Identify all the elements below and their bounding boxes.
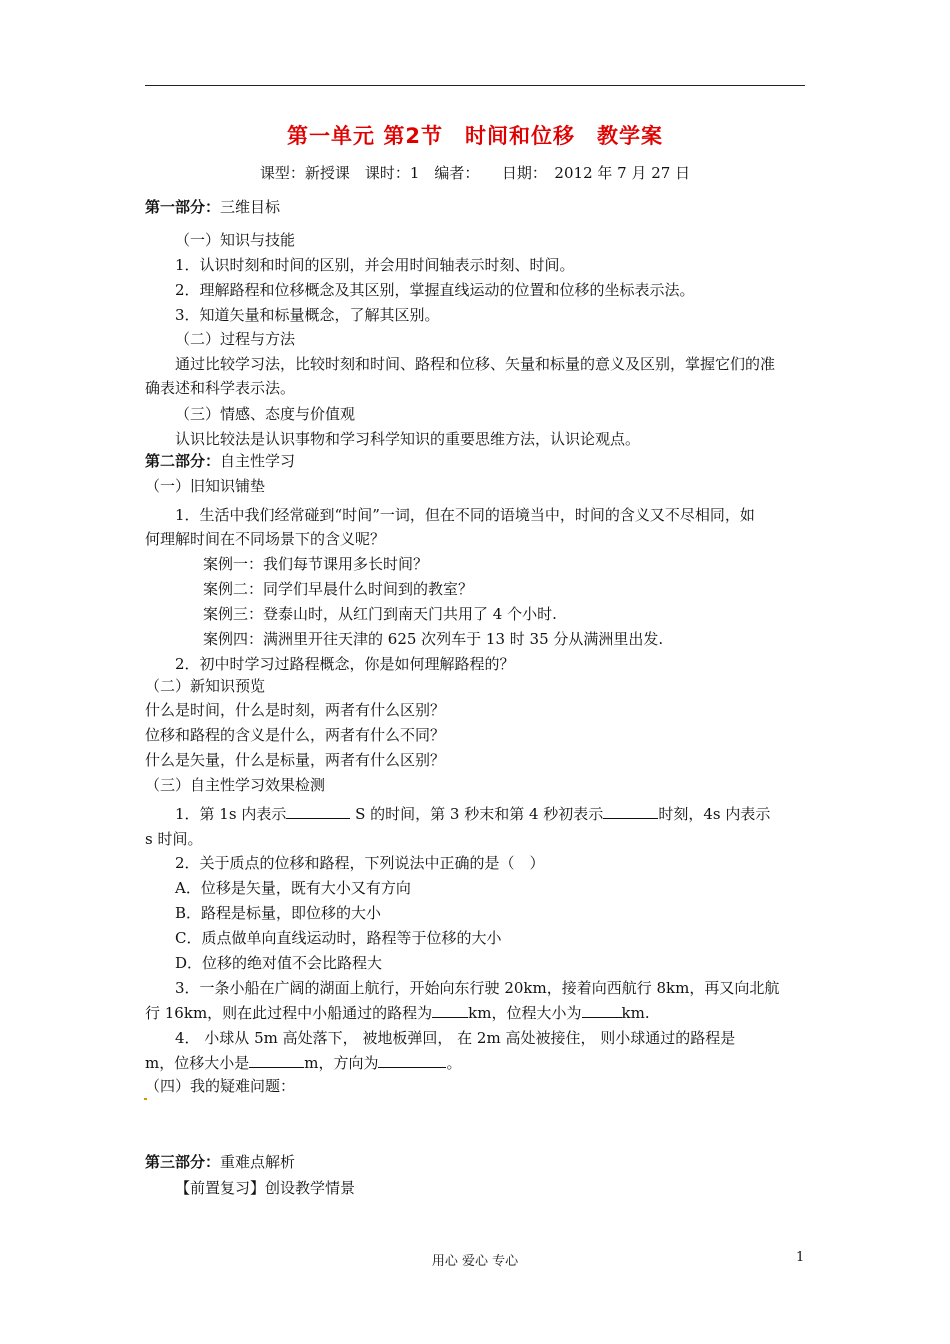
case-item: 案例二：同学们早晨什么时间到的教室？	[203, 580, 474, 598]
test-question-4-cont: m，位移大小是 m，方向为 。	[145, 1054, 462, 1072]
part1-sub1: （一）知识与技能	[175, 231, 296, 249]
answer-blank[interactable]	[286, 804, 350, 819]
list-item: 1．认识时刻和时间的区别，并会用时间轴表示时刻、时间。	[175, 256, 575, 274]
lesson-meta: 课型：新授课 课时：1 编者： 日期： 2012 年 7 月 27 日	[259, 164, 691, 182]
option-item: D．位移的绝对值不会比路程大	[175, 954, 383, 972]
margin-mark	[144, 1098, 147, 1100]
review-line: 【前置复习】创设教学情景	[175, 1179, 356, 1197]
list-item: 3．知道矢量和标量概念，了解其区别。	[175, 306, 440, 324]
list-item: 2．理解路程和位移概念及其区别，掌握直线运动的位置和位移的坐标表示法。	[175, 281, 695, 299]
part2-sub4: （四）我的疑难问题：	[145, 1077, 296, 1095]
attitude-text: 认识比较法是认识事物和学习科学知识的重要思维方法，认识论观点。	[175, 430, 641, 448]
method-text-cont: 确表述和科学表示法。	[145, 379, 296, 397]
test-question-1-cont: s 时间。	[145, 830, 203, 848]
page-footer: 用心 爱心 专心	[431, 1254, 519, 1269]
answer-blank[interactable]	[378, 1053, 446, 1068]
method-text: 通过比较学习法，比较时刻和时间、路程和位移、矢量和标量的意义及区别，掌握它们的准	[175, 355, 776, 373]
answer-blank[interactable]	[603, 804, 658, 819]
part1-heading: 第一部分：三维目标	[145, 198, 281, 216]
option-item: B．路程是标量，即位移的大小	[175, 904, 382, 922]
part2-sub3: （三）自主性学习效果检测	[145, 776, 326, 794]
preview-item: 位移和路程的含义是什么，两者有什么不同？	[145, 726, 446, 744]
test-question-3: 3．一条小船在广阔的湖面上航行，开始向东行驶 20km，接着向西航行 8km，再又向北航	[175, 979, 780, 997]
part2-sub2: （二）新知识预览	[145, 677, 266, 695]
case-item: 案例一：我们每节课用多长时间？	[203, 555, 429, 573]
answer-blank[interactable]	[249, 1053, 304, 1068]
test-question-4: 4． 小球从 5m 高处落下， 被地板弹回， 在 2m 高处被接住， 则小球通过的路程是	[175, 1029, 736, 1047]
preview-item: 什么是时间，什么是时刻，两者有什么区别？	[145, 701, 446, 719]
top-rule	[145, 85, 805, 86]
part2-sub1: （一）旧知识铺垫	[145, 477, 266, 495]
option-item: C．质点做单向直线运动时，路程等于位移的大小	[175, 929, 502, 947]
question-1: 1．生活中我们经常碰到“时间”一词，但在不同的语境当中，时间的含义又不尽相同，如	[175, 506, 755, 524]
case-item: 案例三：登泰山时，从红门到南天门共用了 4 个小时.	[203, 605, 557, 623]
test-question-1: 1．第 1s 内表示 S 的时间，第 3 秒末和第 4 秒初表示 时刻，4s 内表示	[175, 805, 771, 823]
test-question-3-cont: 行 16km，则在此过程中小船通过的路程为 km，位程大小为 km.	[145, 1004, 650, 1022]
question-2: 2．初中时学习过路程概念，你是如何理解路程的？	[175, 655, 515, 673]
part1-sub3: （三）情感、态度与价值观	[175, 405, 356, 423]
part1-sub2: （二）过程与方法	[175, 330, 296, 348]
test-question-2: 2．关于质点的位移和路程，下列说法中正确的是（ ）	[175, 854, 545, 872]
part2-heading: 第二部分：自主性学习	[145, 452, 296, 470]
answer-blank[interactable]	[582, 1003, 622, 1018]
part3-heading: 第三部分：重难点解析	[145, 1153, 296, 1171]
option-item: A．位移是矢量，既有大小又有方向	[175, 879, 411, 897]
question-1-cont: 何理解时间在不同场景下的含义呢？	[145, 530, 386, 548]
page-number: 1	[796, 1250, 805, 1265]
case-item: 案例四：满洲里开往天津的 625 次列车于 13 时 35 分从满洲里出发.	[203, 630, 664, 648]
answer-blank[interactable]	[432, 1003, 468, 1018]
page-title: 第一单元 第2节 时间和位移 教学案	[287, 124, 663, 148]
preview-item: 什么是矢量，什么是标量，两者有什么区别？	[145, 751, 446, 769]
